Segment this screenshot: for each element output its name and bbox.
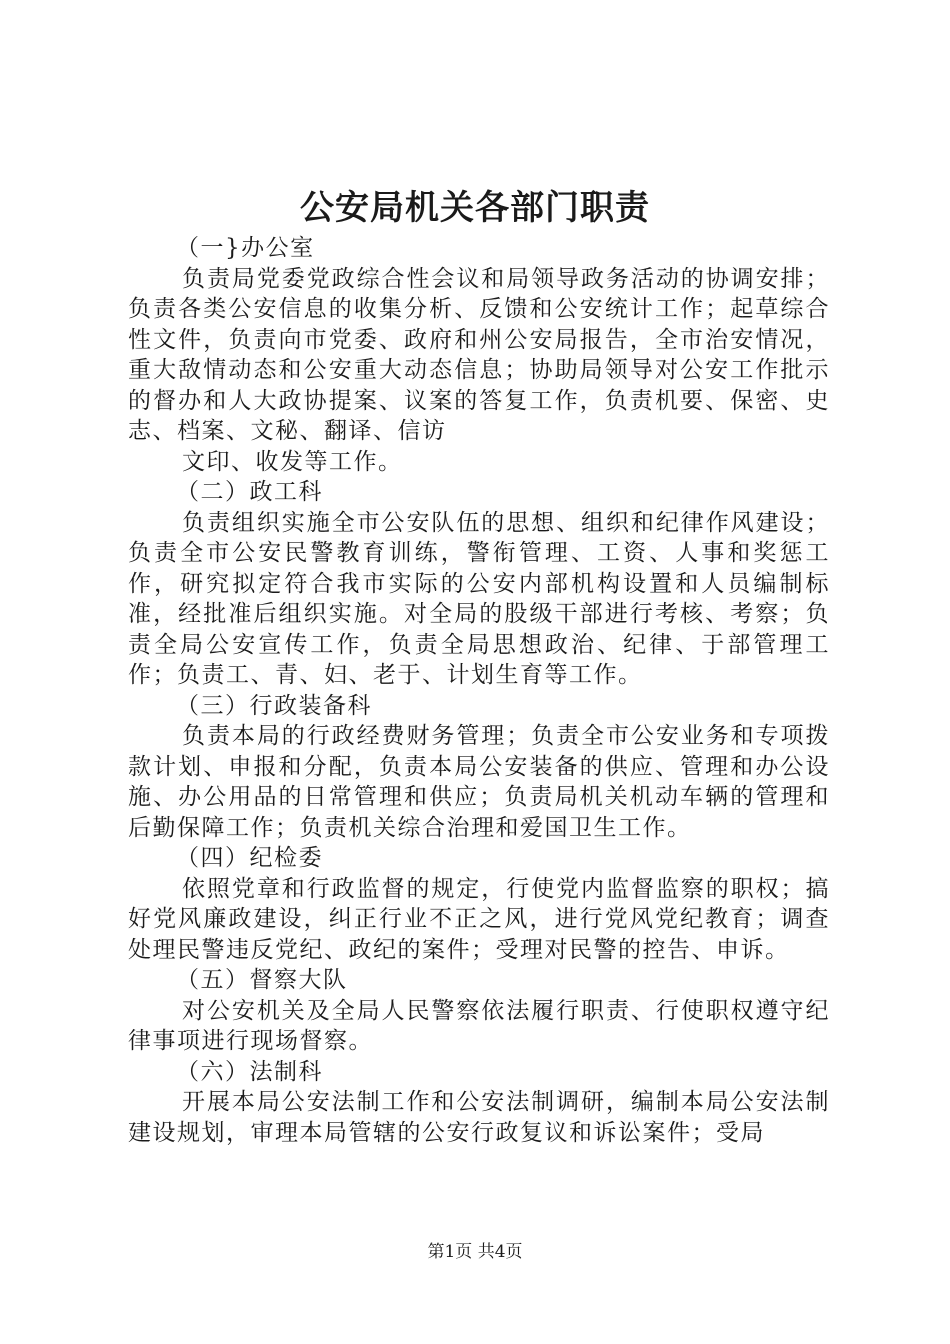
section-paragraph-legal-affairs: 开展本局公安法制工作和公安法制调研，编制本局公安法制建设规划，审理本局管辖的公安行政复议和诉讼案件；受局 <box>128 1089 830 1146</box>
section-paragraph-office: 负责局党委党政综合性会议和局领导政务活动的协调安排；负责各类公安信息的收集分析、反馈和公安统计工作；起草综合性文件，负责向市党委、政府和州公安局报告，全市治安情况，重大敌情动态和公安重大动态信息；协助局领导对公安工作批示的督办和人大政协提案、议案的答复工作，负责机要、保密、史志、档案、文秘、翻译、信访 <box>128 265 830 444</box>
section-heading-administration-equipment: （三）行政装备科 <box>176 692 372 719</box>
section-paragraph-political-work: 负责组织实施全市公安队伍的思想、组织和纪律作风建设；负责全市公安民警教育训练，警衔管理、工资、人事和奖惩工作，研究拟定符合我市实际的公安内部机构设置和人员编制标准，经批准后组织实施。对全局的股级干部进行考核、考察；负责全局公安宣传工作，负责全局思想政治、纪律、于部管理工作；负责工、青、妇、老于、计划生育等工作。 <box>128 509 830 688</box>
section-heading-discipline-commission: （四）纪检委 <box>176 845 323 871</box>
section-paragraph-inspection-brigade: 对公安机关及全局人民警察依法履行职责、行使职权遵守纪律事项进行现场督察。 <box>128 997 830 1054</box>
section-heading-office: （一}办公室 <box>176 235 315 261</box>
section-heading-legal-affairs: （六）法制科 <box>176 1058 323 1085</box>
section-heading-political-work: （二）政工科 <box>176 479 323 505</box>
section-heading-inspection-brigade: （五）督察大队 <box>176 967 348 993</box>
section-paragraph-administration-equipment: 负责本局的行政经费财务管理；负责全市公安业务和专项拨款计划、申报和分配，负责本局公安装备的供应、管理和办公设施、办公用品的日常管理和供应；负责局机关机动车辆的管理和后勤保障工作；负责机关综合治理和爱国卫生工作。 <box>128 723 830 841</box>
document-body <box>128 233 830 1148</box>
page-number-footer: 第1页 共4页 <box>427 1242 523 1262</box>
section-paragraph-discipline-commission: 依照党章和行政监督的规定，行使党内监督监察的职权；搞好党风廉政建设，纠正行业不正之风，进行党风党纪教育；调查处理民警违反党纪、政纪的案件；受理对民警的控告、申诉。 <box>128 875 830 963</box>
page-title: 公安局机关各部门职责 <box>300 188 650 228</box>
section-paragraph-office-continuation: 文印、收发等工作。 <box>182 448 403 475</box>
